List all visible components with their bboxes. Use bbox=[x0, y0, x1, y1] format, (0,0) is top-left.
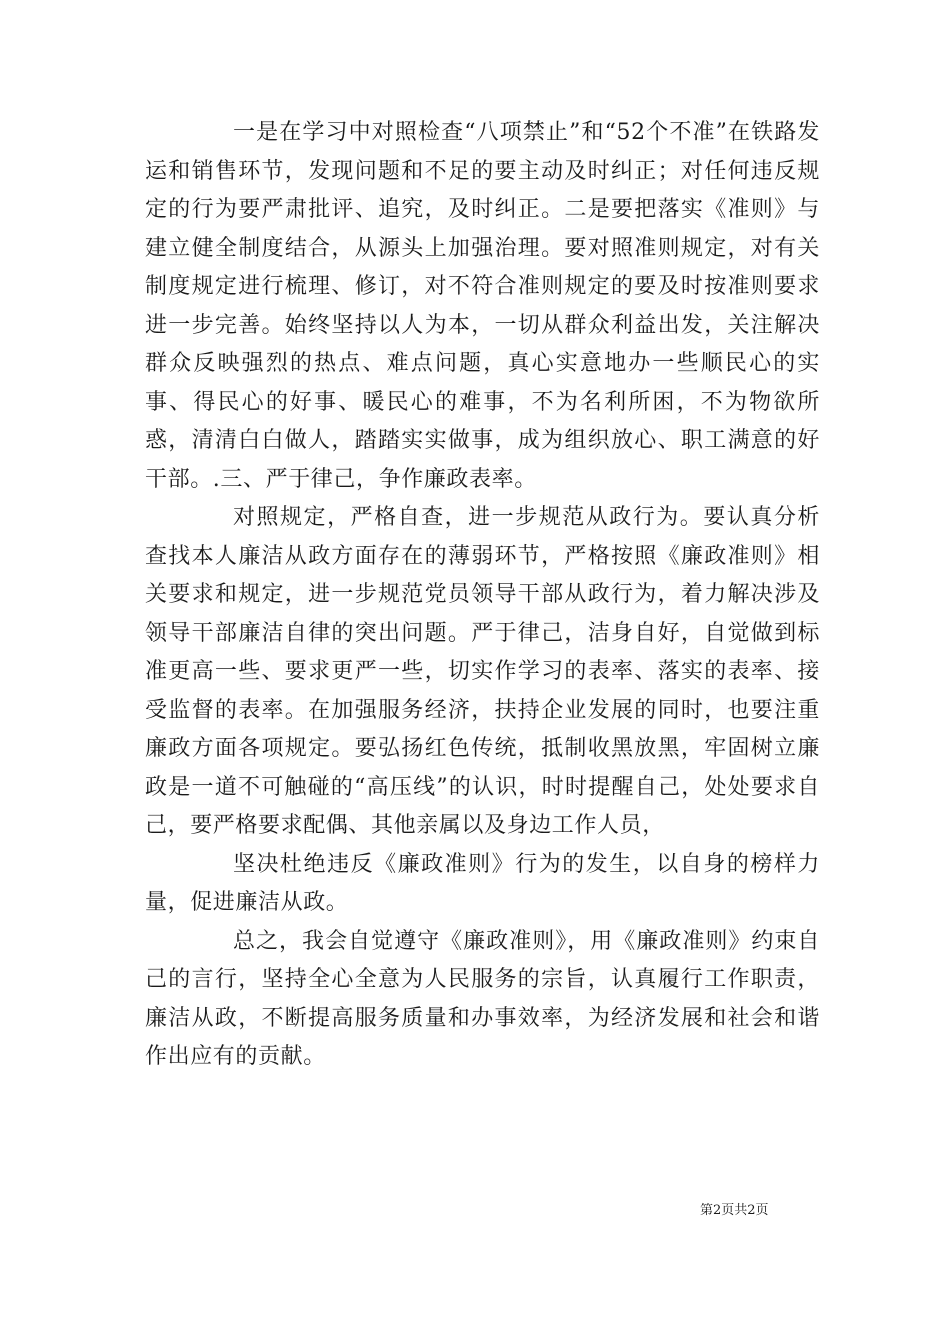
page-number-footer: 第2页共2页 bbox=[700, 1203, 769, 1218]
paragraph-3: 坚决杜绝违反《廉政准则》行为的发生，以自身的榜样力量，促进廉洁从政。 bbox=[145, 851, 820, 915]
paragraph-2: 对照规定，严格自查，进一步规范从政行为。要认真分析查找本人廉洁从政方面存在的薄弱环节，严格按照《廉政准则》相关要求和规定，进一步规范党员领导干部从政行为，着力解决涉及领导干部廉洁自律的突出问题。严于律己，洁身自好，自觉做到标准更高一些、要求更严一些，切实作学习的表率、落实的表率、接受监督的表率。在加强服务经济，扶持企业发展的同时，也要注重廉政方面各项规定。要弘扬红色传统，抵制收黑放黑，牢固树立廉政是一道不可触碰的“高压线”的认识，时时提醒自己，处处要求自己，要严格要求配偶、其他亲属以及身边工作人员， bbox=[145, 505, 820, 838]
document-body bbox=[145, 114, 820, 1077]
paragraph-1: 一是在学习中对照检查“八项禁止”和“52个不准”在铁路发运和销售环节，发现问题和不足的要主动及时纠正；对任何违反规定的行为要严肃批评、追究，及时纠正。二是要把落实《准则》与建立健全制度结合，从源头上加强治理。要对照准则规定，对有关制度规定进行梳理、修订，对不符合准则规定的要及时按准则要求进一步完善。始终坚持以人为本，一切从群众利益出发，关注解决群众反映强烈的热点、难点问题，真心实意地办一些顺民心的实事、得民心的好事、暖民心的难事，不为名利所困，不为物欲所惑，清清白白做人，踏踏实实做事，成为组织放心、职工满意的好干部。.三、严于律己，争作廉政表率。 bbox=[145, 120, 820, 492]
paragraph-4: 总之，我会自觉遵守《廉政准则》，用《廉政准则》约束自己的言行，坚持全心全意为人民服务的宗旨，认真履行工作职责，廉洁从政，不断提高服务质量和办事效率，为经济发展和社会和谐作出应有的贡献。 bbox=[145, 928, 820, 1069]
